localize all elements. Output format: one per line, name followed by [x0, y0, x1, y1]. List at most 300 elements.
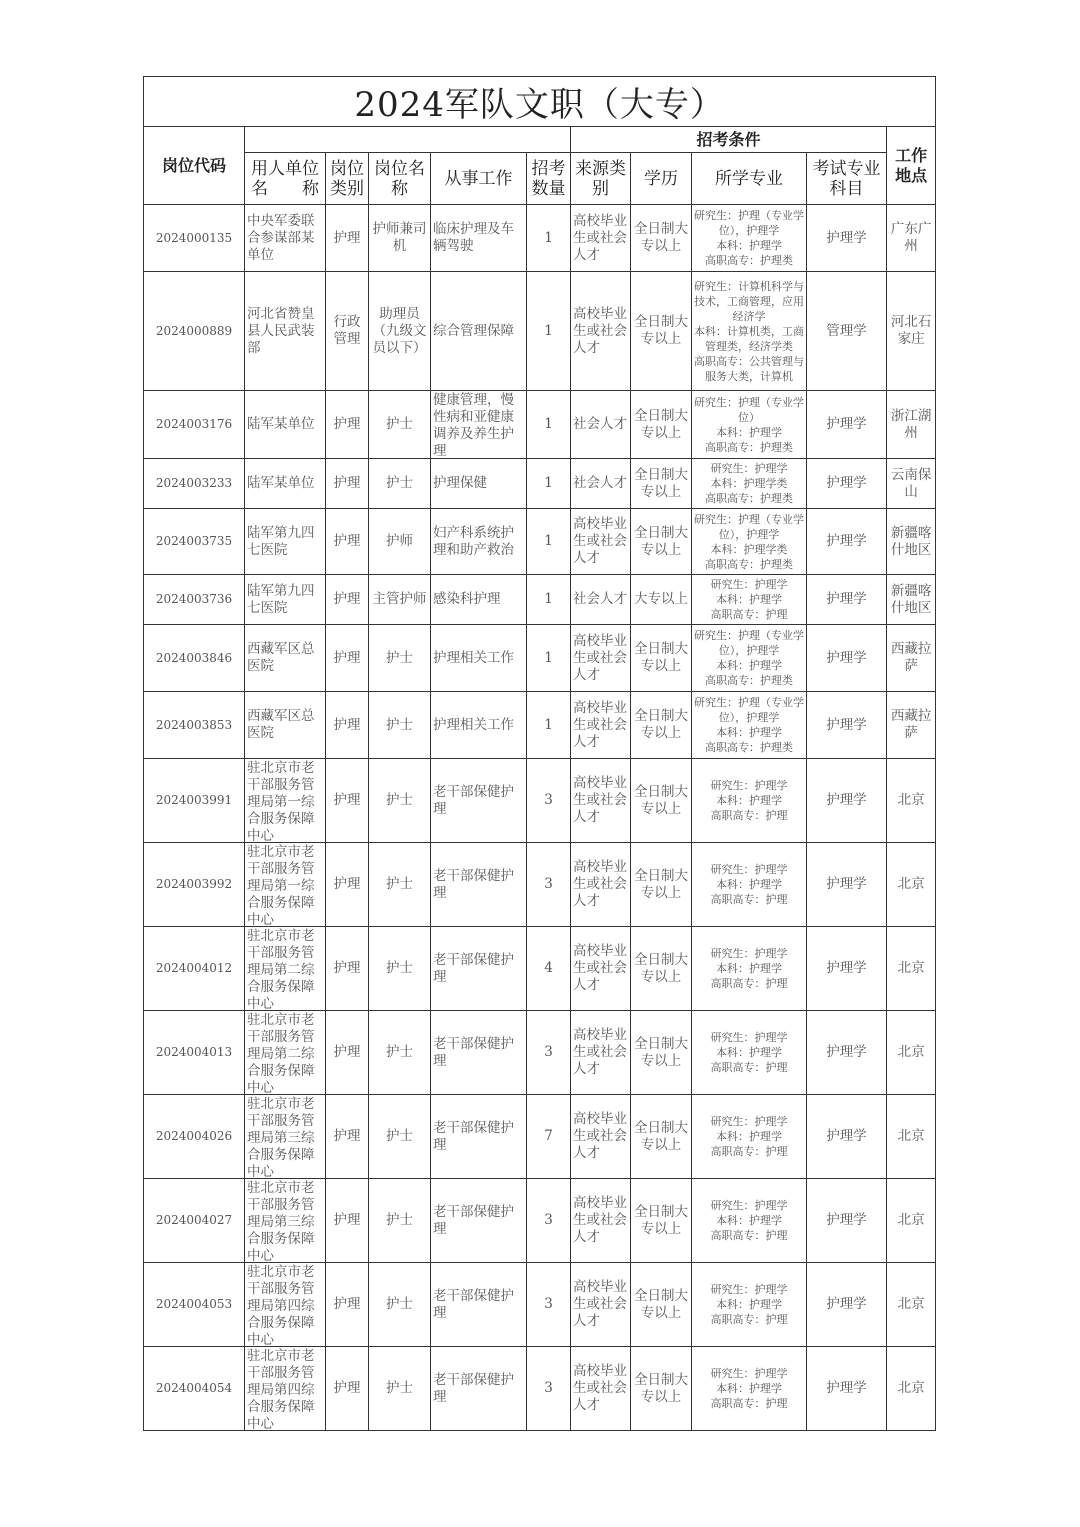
cell-category-text: 护理 [333, 1212, 361, 1228]
cell-category [326, 575, 369, 625]
cell-education-text: 全日制大专以上 [634, 314, 688, 347]
table-row [144, 1347, 936, 1431]
cell-code-text: 2024004013 [155, 1045, 233, 1059]
cell-major [692, 1263, 807, 1347]
cell-code-text: 2024004012 [155, 961, 233, 975]
cell-location [887, 759, 936, 843]
cell-exam-text: 护理学 [826, 716, 867, 733]
recruitment-document [143, 76, 935, 1431]
cell-location [887, 1011, 936, 1095]
cell-code-text: 2024000889 [155, 323, 233, 338]
cell-unit-text: 中央军委联合参谋部某单位 [247, 212, 315, 263]
cell-source [571, 843, 631, 927]
cell-category-text: 护理 [333, 876, 361, 892]
cell-position [369, 843, 431, 927]
cell-unit-text: 陆军第九四七医院 [247, 582, 315, 616]
cell-count [527, 927, 571, 1011]
cell-source-text: 高校毕业生或社会人才 [573, 516, 627, 566]
cell-code [144, 692, 245, 759]
major-line: 高职高专：护理 [710, 1229, 788, 1242]
cell-location [887, 843, 936, 927]
cell-code [144, 575, 245, 625]
cell-count [527, 272, 571, 391]
table-row [144, 1011, 936, 1095]
major-line: 本科：护理学 [716, 878, 782, 891]
cell-code [144, 625, 245, 692]
cell-work-text: 健康管理，慢性病和亚健康调养及养生护理 [433, 391, 514, 458]
cell-exam [807, 759, 887, 843]
header-source: 来源类别 [571, 153, 631, 205]
cell-exam-text: 护理学 [826, 591, 867, 607]
cell-work-text: 护理保健 [433, 475, 487, 491]
cell-education-text: 全日制大专以上 [634, 867, 688, 901]
cell-exam-text: 护理学 [826, 1128, 867, 1144]
cell-count-text: 3 [544, 1212, 553, 1228]
cell-location-text: 云南保山 [890, 466, 932, 500]
cell-unit [245, 205, 326, 272]
cell-location-text: 北京 [897, 1044, 925, 1060]
cell-category [326, 459, 369, 509]
cell-source [571, 1179, 631, 1263]
cell-education [631, 692, 692, 759]
cell-position-text: 助理员（九级文员以下） [372, 305, 427, 356]
cell-source-text: 高校毕业生或社会人才 [573, 699, 627, 750]
cell-work [431, 1179, 527, 1263]
cell-education-text: 全日制大专以上 [634, 641, 688, 674]
cell-work-text: 老干部保健护理 [433, 1371, 514, 1405]
cell-work [431, 759, 527, 843]
cell-location-text: 北京 [897, 1212, 925, 1228]
cell-count-text: 1 [544, 716, 553, 733]
cell-category [326, 927, 369, 1011]
cell-category [326, 625, 369, 692]
cell-location [887, 272, 936, 391]
cell-work [431, 1347, 527, 1431]
cell-source [571, 509, 631, 575]
cell-source-text: 社会人才 [573, 416, 627, 432]
cell-code [144, 1011, 245, 1095]
cell-count-text: 3 [544, 1296, 553, 1312]
cell-count-text: 4 [544, 960, 553, 976]
cell-code-text: 2024003233 [155, 476, 233, 490]
cell-unit-text: 驻北京市老干部服务管理局第三综合服务保障中心 [247, 1179, 315, 1262]
cell-position [369, 1095, 431, 1179]
cell-code-text: 2024003853 [155, 717, 233, 732]
major-line: 高职高专：护理 [710, 1061, 788, 1074]
cell-position [369, 272, 431, 391]
table-row [144, 459, 936, 509]
cell-code-text: 2024003176 [155, 417, 233, 431]
cell-count [527, 1179, 571, 1263]
header-major: 所学专业 [692, 153, 807, 205]
header-work: 从事工作 [431, 153, 527, 205]
major-line: 本科：护理学 [716, 726, 782, 739]
cell-exam [807, 1011, 887, 1095]
cell-unit-text: 陆军第九四七医院 [247, 524, 315, 558]
cell-major [692, 843, 807, 927]
cell-exam-text: 护理学 [826, 1044, 867, 1060]
cell-category [326, 843, 369, 927]
major-line: 研究生：护理学 [710, 1283, 788, 1296]
cell-work-text: 妇产科系统护理和助产救治 [433, 524, 514, 558]
cell-work-text: 老干部保健护理 [433, 1119, 514, 1153]
cell-code [144, 843, 245, 927]
cell-education [631, 927, 692, 1011]
cell-code [144, 927, 245, 1011]
major-line: 高职高专：护理类 [705, 254, 793, 267]
cell-major [692, 1011, 807, 1095]
cell-code-text: 2024004054 [155, 1381, 233, 1395]
cell-work-text: 老干部保健护理 [433, 783, 514, 817]
cell-exam [807, 1347, 887, 1431]
cell-education [631, 459, 692, 509]
cell-position [369, 391, 431, 459]
major-line: 本科：计算机类，工商管理类，经济学类 [694, 324, 804, 353]
cell-position-text: 护士 [386, 960, 413, 976]
cell-location [887, 1347, 936, 1431]
cell-position-text: 护士 [386, 649, 413, 666]
cell-position [369, 927, 431, 1011]
cell-count-text: 7 [544, 1128, 553, 1144]
cell-position [369, 692, 431, 759]
cell-count-text: 1 [544, 475, 553, 491]
cell-education [631, 509, 692, 575]
cell-unit-text: 驻北京市老干部服务管理局第二综合服务保障中心 [247, 1011, 315, 1094]
cell-unit-text: 陆军某单位 [247, 416, 315, 432]
cell-education [631, 272, 692, 391]
cell-work [431, 509, 527, 575]
cell-major [692, 205, 807, 272]
cell-unit-text: 驻北京市老干部服务管理局第三综合服务保障中心 [247, 1095, 315, 1178]
cell-unit-text: 陆军某单位 [247, 475, 315, 491]
cell-count [527, 1095, 571, 1179]
major-line: 研究生：护理学 [710, 578, 788, 591]
cell-location [887, 1263, 936, 1347]
cell-position [369, 1347, 431, 1431]
major-line: 本科：护理学类 [710, 477, 788, 490]
cell-count-text: 3 [544, 876, 553, 892]
cell-exam-text: 护理学 [826, 792, 867, 808]
cell-exam [807, 843, 887, 927]
cell-category [326, 1179, 369, 1263]
cell-location-text: 北京 [897, 960, 925, 976]
cell-unit [245, 509, 326, 575]
major-line: 研究生：护理（专业学位），护理学 [694, 512, 804, 541]
cell-category-text: 护理 [333, 533, 361, 549]
cell-position-text: 护师 [386, 533, 413, 549]
major-line: 研究生：护理学 [710, 863, 788, 876]
header-category: 岗位类别 [326, 153, 369, 205]
cell-major [692, 575, 807, 625]
cell-source [571, 575, 631, 625]
cell-source [571, 1011, 631, 1095]
cell-position-text: 护士 [386, 1380, 413, 1396]
cell-position [369, 1011, 431, 1095]
cell-code [144, 509, 245, 575]
cell-position [369, 625, 431, 692]
cell-unit-text: 河北省赞皇县人民武装部 [247, 305, 315, 356]
cell-category [326, 1011, 369, 1095]
table-row [144, 391, 936, 459]
cell-unit [245, 692, 326, 759]
cell-location [887, 459, 936, 509]
cell-source [571, 205, 631, 272]
cell-exam [807, 509, 887, 575]
cell-work [431, 391, 527, 459]
cell-code [144, 1095, 245, 1179]
table-row [144, 692, 936, 759]
cell-count-text: 1 [544, 229, 553, 246]
major-line: 高职高专：护理 [710, 1145, 788, 1158]
cell-education-text: 全日制大专以上 [634, 783, 688, 817]
cell-count [527, 575, 571, 625]
cell-unit-text: 驻北京市老干部服务管理局第一综合服务保障中心 [247, 759, 315, 842]
major-line: 研究生：护理（专业学位），护理学 [694, 209, 804, 237]
cell-location-text: 北京 [897, 1380, 925, 1396]
recruitment-table [143, 76, 936, 1431]
cell-code [144, 1179, 245, 1263]
cell-education [631, 1179, 692, 1263]
major-line: 研究生：护理学 [710, 462, 788, 475]
cell-count-text: 1 [544, 591, 553, 607]
cell-education-text: 全日制大专以上 [634, 221, 688, 254]
cell-work-text: 老干部保健护理 [433, 867, 514, 901]
cell-category [326, 1095, 369, 1179]
cell-category-text: 护理 [333, 960, 361, 976]
cell-work [431, 927, 527, 1011]
cell-source-text: 高校毕业生或社会人才 [573, 1195, 627, 1245]
cell-major [692, 1179, 807, 1263]
cell-position [369, 575, 431, 625]
cell-position-text: 护士 [386, 792, 413, 808]
cell-code [144, 459, 245, 509]
cell-count [527, 1263, 571, 1347]
cell-education-text: 全日制大专以上 [634, 466, 688, 500]
cell-unit [245, 1011, 326, 1095]
cell-work [431, 625, 527, 692]
cell-unit-text: 驻北京市老干部服务管理局第一综合服务保障中心 [247, 843, 315, 926]
header-exam: 考试专业科目 [807, 153, 887, 205]
major-line: 研究生：护理学 [710, 1115, 788, 1128]
major-line: 研究生：护理学 [710, 1199, 788, 1212]
cell-unit [245, 843, 326, 927]
cell-source [571, 1095, 631, 1179]
cell-count [527, 1011, 571, 1095]
cell-position [369, 509, 431, 575]
cell-source [571, 1347, 631, 1431]
cell-education [631, 843, 692, 927]
cell-exam [807, 272, 887, 391]
cell-major [692, 1095, 807, 1179]
cell-category [326, 1347, 369, 1431]
cell-education [631, 625, 692, 692]
cell-source [571, 1263, 631, 1347]
cell-exam [807, 575, 887, 625]
cell-category-text: 护理 [333, 416, 361, 432]
cell-source [571, 927, 631, 1011]
major-line: 高职高专：护理类 [705, 557, 793, 571]
cell-major [692, 692, 807, 759]
table-row [144, 927, 936, 1011]
cell-education-text: 全日制大专以上 [634, 1203, 688, 1237]
cell-exam-text: 护理学 [826, 1212, 867, 1228]
major-line: 研究生：护理学 [710, 947, 788, 960]
cell-major [692, 625, 807, 692]
cell-exam [807, 1179, 887, 1263]
cell-code [144, 391, 245, 459]
header-blank [245, 127, 571, 153]
cell-position-text: 护士 [386, 1128, 413, 1144]
header-position: 岗位名称 [369, 153, 431, 205]
cell-exam [807, 205, 887, 272]
cell-major [692, 1347, 807, 1431]
cell-work [431, 205, 527, 272]
cell-location [887, 391, 936, 459]
cell-count [527, 509, 571, 575]
cell-category-text: 护理 [333, 649, 361, 666]
cell-code-text: 2024003992 [155, 877, 233, 891]
cell-position-text: 护士 [386, 416, 413, 432]
major-line: 本科：护理学 [716, 962, 782, 975]
cell-code-text: 2024004053 [155, 1297, 233, 1311]
cell-education-text: 全日制大专以上 [634, 1035, 688, 1069]
major-line: 本科：护理学 [716, 425, 782, 439]
cell-location-text: 新疆喀什地区 [890, 582, 932, 616]
table-row [144, 272, 936, 391]
cell-location-text: 浙江湖州 [890, 407, 932, 441]
table-row [144, 1179, 936, 1263]
cell-code [144, 759, 245, 843]
cell-unit [245, 1179, 326, 1263]
cell-unit-text: 驻北京市老干部服务管理局第四综合服务保障中心 [247, 1263, 315, 1346]
cell-source-text: 高校毕业生或社会人才 [573, 305, 627, 356]
cell-education [631, 391, 692, 459]
major-line: 高职高专：护理 [710, 809, 788, 822]
cell-source-text: 高校毕业生或社会人才 [573, 1363, 627, 1413]
cell-source [571, 459, 631, 509]
cell-work [431, 272, 527, 391]
cell-work-text: 护理相关工作 [433, 716, 514, 733]
cell-work-text: 老干部保健护理 [433, 1203, 514, 1237]
cell-source-text: 高校毕业生或社会人才 [573, 1027, 627, 1077]
cell-count-text: 1 [544, 533, 553, 549]
cell-position [369, 205, 431, 272]
cell-source-text: 高校毕业生或社会人才 [573, 775, 627, 825]
cell-category-text: 护理 [333, 1296, 361, 1312]
cell-work [431, 1095, 527, 1179]
cell-location-text: 河北石家庄 [890, 314, 932, 347]
cell-location-text: 新疆喀什地区 [890, 524, 932, 558]
cell-category [326, 391, 369, 459]
major-line: 本科：护理学 [716, 1214, 782, 1227]
cell-work [431, 692, 527, 759]
cell-count-text: 3 [544, 1380, 553, 1396]
cell-location [887, 1179, 936, 1263]
header-code: 岗位代码 [144, 127, 245, 205]
cell-work-text: 老干部保健护理 [433, 951, 514, 985]
cell-exam-text: 护理学 [826, 649, 867, 666]
cell-source [571, 272, 631, 391]
major-line: 高职高专：护理 [710, 608, 788, 621]
cell-education [631, 1095, 692, 1179]
cell-exam [807, 927, 887, 1011]
header-group: 招考条件 [571, 127, 887, 153]
major-line: 高职高专：护理 [710, 1397, 788, 1410]
cell-exam [807, 1263, 887, 1347]
cell-unit [245, 1095, 326, 1179]
cell-major [692, 759, 807, 843]
cell-position-text: 护士 [386, 876, 413, 892]
cell-work [431, 575, 527, 625]
major-line: 高职高专：护理 [710, 893, 788, 906]
cell-education-text: 大专以上 [634, 591, 688, 607]
cell-position-text: 护士 [386, 1044, 413, 1060]
cell-source-text: 高校毕业生或社会人才 [573, 1111, 627, 1161]
cell-position [369, 1179, 431, 1263]
cell-education [631, 575, 692, 625]
cell-exam-text: 管理学 [826, 322, 867, 339]
cell-unit [245, 759, 326, 843]
cell-unit [245, 272, 326, 391]
cell-category-text: 行政管理 [333, 314, 361, 347]
cell-code-text: 2024004027 [155, 1213, 233, 1227]
cell-unit-text: 西藏军区总医院 [247, 708, 315, 741]
cell-count-text: 1 [544, 649, 553, 666]
cell-exam-text: 护理学 [826, 533, 867, 549]
cell-major [692, 927, 807, 1011]
major-line: 高职高专：护理 [710, 977, 788, 990]
header-education: 学历 [631, 153, 692, 205]
cell-major [692, 391, 807, 459]
major-line: 高职高专：护理类 [705, 741, 793, 754]
cell-count [527, 1347, 571, 1431]
cell-exam [807, 692, 887, 759]
cell-source [571, 625, 631, 692]
cell-count-text: 1 [544, 322, 553, 339]
table-row [144, 509, 936, 575]
major-line: 高职高专：护理类 [705, 492, 793, 505]
cell-location [887, 927, 936, 1011]
cell-unit-text: 西藏军区总医院 [247, 641, 315, 674]
cell-source-text: 高校毕业生或社会人才 [573, 212, 627, 263]
cell-category-text: 护理 [333, 792, 361, 808]
header-count: 招考数量 [527, 153, 571, 205]
major-line: 高职高专：护理类 [705, 674, 793, 687]
cell-unit [245, 625, 326, 692]
cell-education-text: 全日制大专以上 [634, 524, 688, 558]
cell-code-text: 2024003735 [155, 534, 233, 548]
cell-unit [245, 1347, 326, 1431]
cell-category-text: 护理 [333, 591, 361, 607]
major-line: 高职高专：护理类 [705, 440, 793, 454]
cell-code-text: 2024004026 [155, 1129, 233, 1143]
cell-count-text: 3 [544, 1044, 553, 1060]
major-line: 研究生：护理学 [710, 1367, 788, 1380]
cell-count [527, 692, 571, 759]
cell-work [431, 1011, 527, 1095]
header-unit: 用人单位名 称 [245, 153, 326, 205]
cell-source-text: 高校毕业生或社会人才 [573, 943, 627, 993]
cell-education-text: 全日制大专以上 [634, 1371, 688, 1405]
cell-exam [807, 459, 887, 509]
cell-education [631, 1011, 692, 1095]
cell-category-text: 护理 [333, 1380, 361, 1396]
major-line: 本科：护理学 [716, 794, 782, 807]
cell-category-text: 护理 [333, 475, 361, 491]
major-line: 本科：护理学 [716, 1382, 782, 1395]
table-row [144, 625, 936, 692]
major-line: 本科：护理学类 [710, 542, 788, 556]
